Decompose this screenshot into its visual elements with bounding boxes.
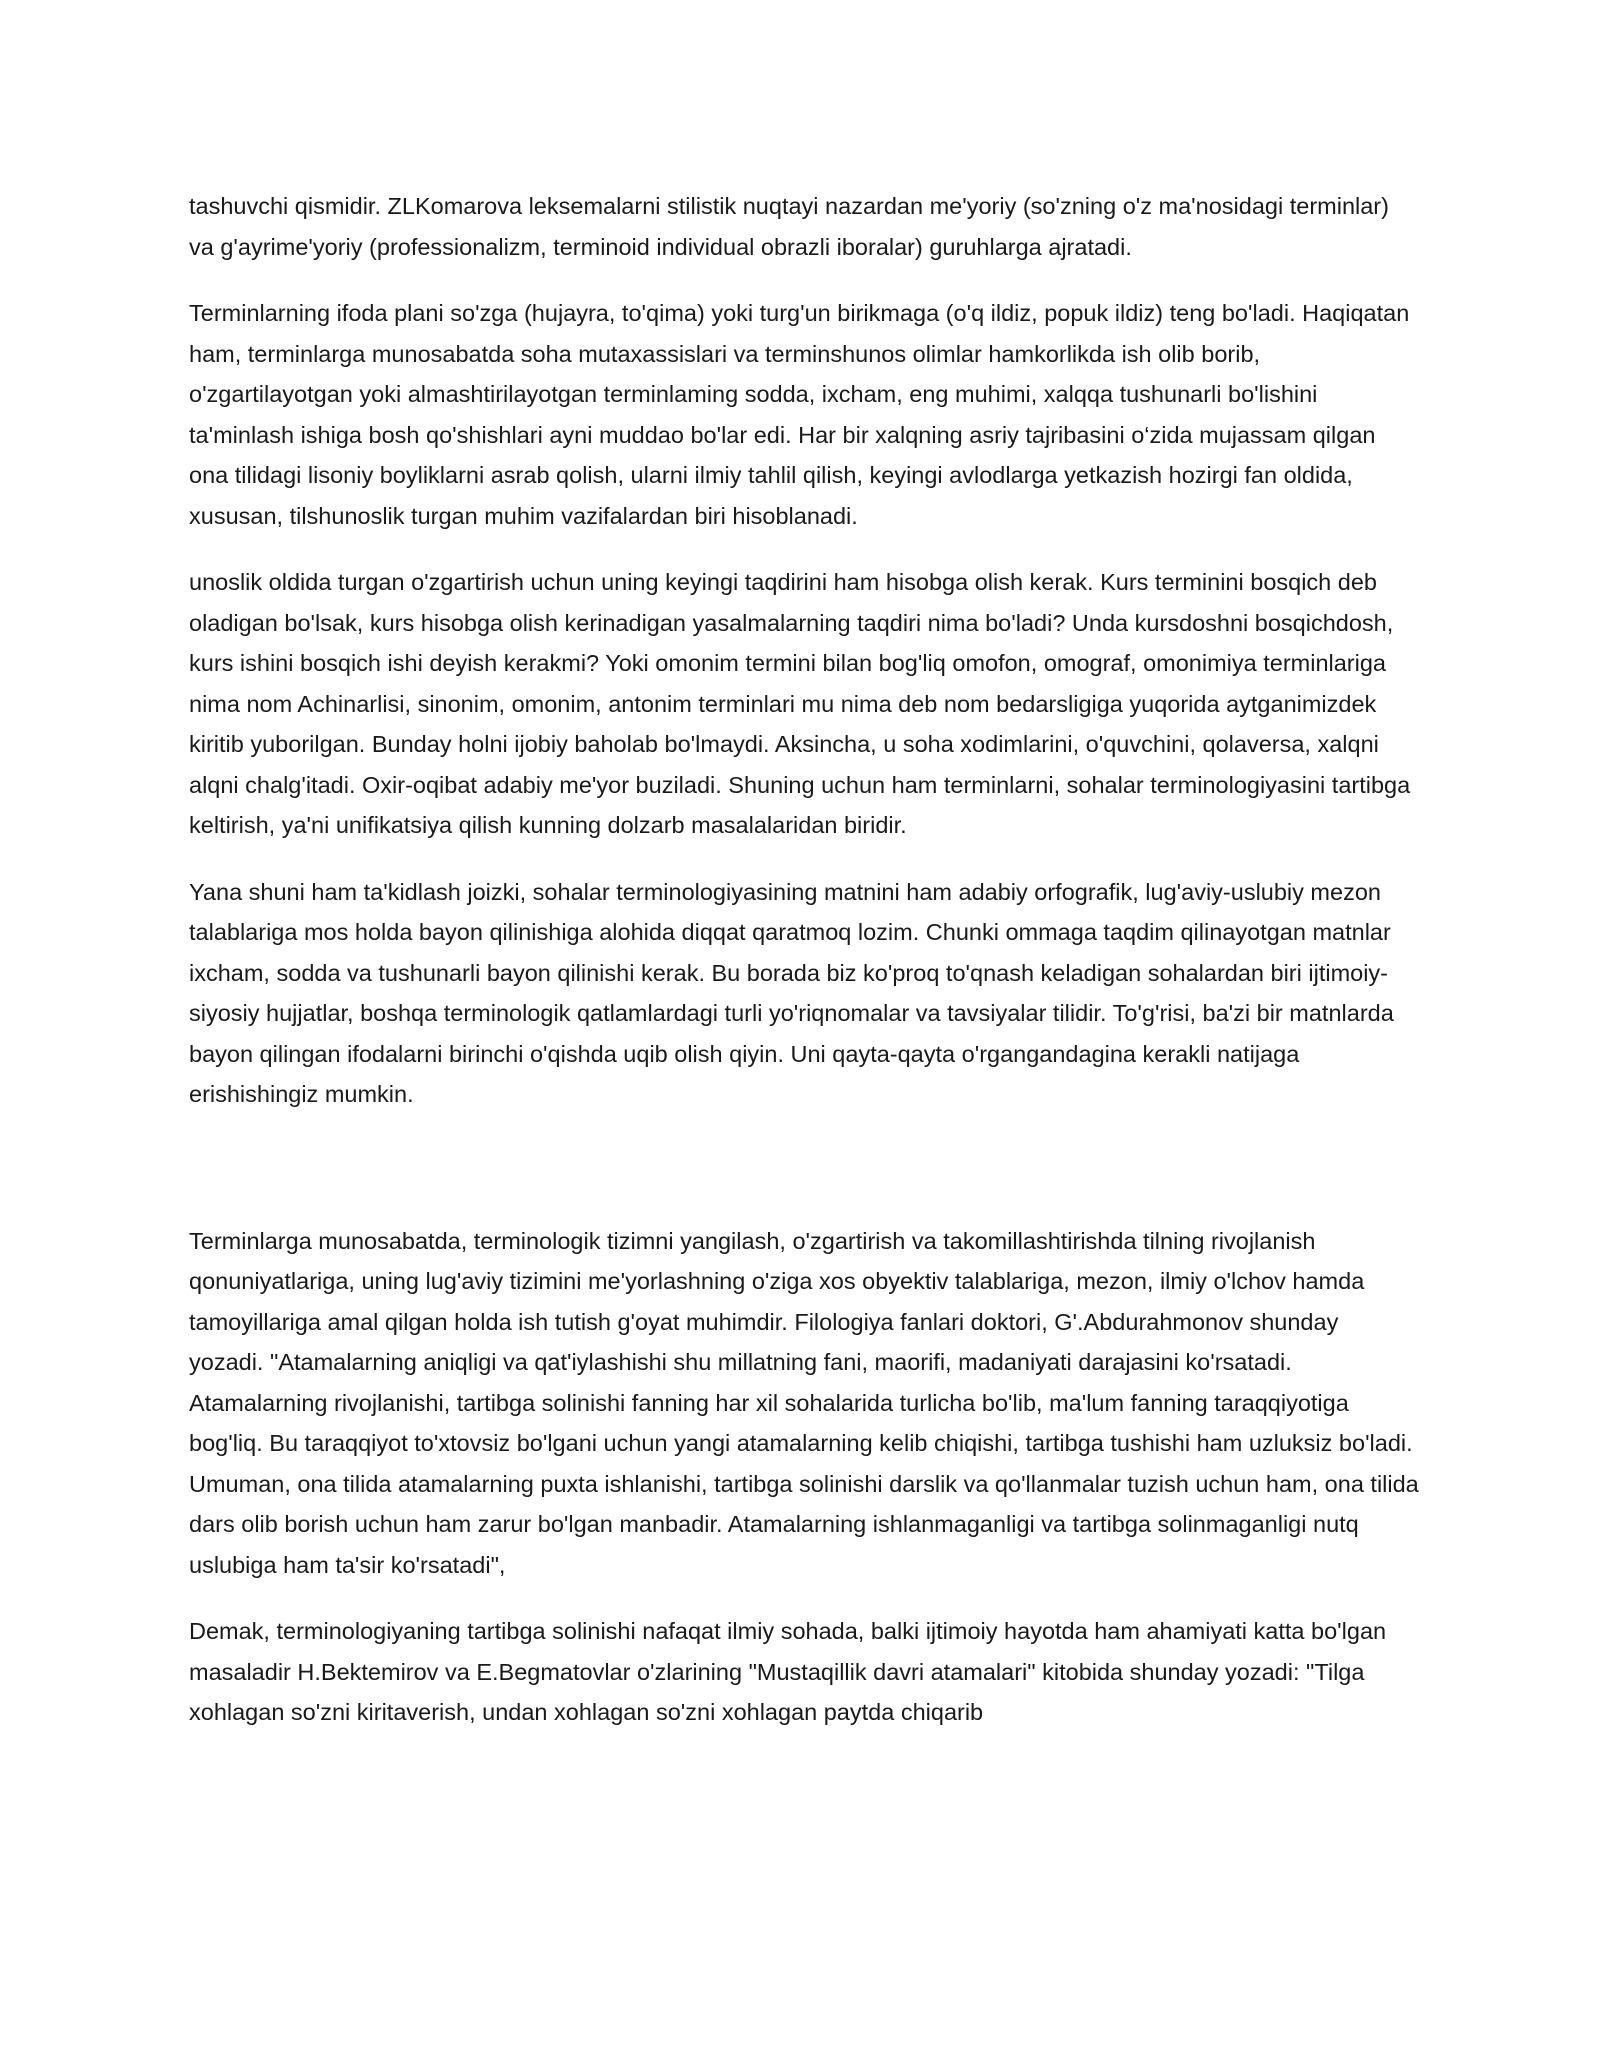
- paragraph-2: Terminlarning ifoda plani so'zga (hujayra, to'qima) yoki turg'un birikmaga (o'q ildiz, popuk ildiz) teng bo'ladi. Haqiqatan ham, terminlarga munosabatda soha mutaxassislari va terminshunos olimlar hamkorlikda ish olib borib, o'zgartilayotgan yoki almashtirilayotgan terminlaming sodda, ixcham, eng muhimi, xalqqa tushunarli bo'lishini ta'minlash ishiga bosh qo'shishlari ayni muddao bo'lar edi. Har bir xalqning asriy tajribasini o‘zida mujassam qilgan ona tilidagi lisoniy boyliklarni asrab qolish, ularni ilmiy tahlil qilish, keyingi avlodlarga yetkazish hozirgi fan oldida, xususan, tilshunoslik turgan muhim vazifalardan biri hisoblanadi.: [189, 300, 1410, 529]
- paragraph-4: Yana shuni ham ta'kidlash joizki, sohalar terminologiyasining matnini ham adabiy orfografik, lug'aviy-uslubiy mezon talablariga mos holda bayon qilinishiga alohida diqqat qaratmoq lozim. Chunki ommaga taqdim qilinayotgan matnlar ixcham, sodda va tushunarli bayon qilinishi kerak. Bu borada biz ko'proq to'qnash keladigan sohalardan biri ijtimoiy-siyosiy hujjatlar, boshqa terminologik qatlamlardagi turli yo'riqnomalar va tavsiyalar tilidir. To'g'risi, ba'zi bir matnlarda bayon qilingan ifodalarni birinchi o'qishda uqib olish qiyin. Uni qayta-qayta o'rgangandagina kerakli natijaga erishishingiz mumkin.: [189, 878, 1394, 1107]
- paragraph-1: tashuvchi qismidir. ZLKomarova leksemalarni stilistik nuqtayi nazardan me'yoriy (so'zning o'z ma'nosidagi terminlar) va g'ayrime'yoriy (professionalizm, terminoid individual obrazli iboralar) guruhlarga ajratadi.: [189, 193, 1389, 260]
- paragraph-5: Terminlarga munosabatda, terminologik tizimni yangilash, o'zgartirish va takomillashtirishda tilning rivojlanish qonuniyatlariga, uning lug'aviy tizimini me'yorlashning o'ziga xos obyektiv talablariga, mezon, ilmiy o'lchov hamda tamoyillariga amal qilgan holda ish tutish g'oyat muhimdir. Filologiya fanlari doktori, G'.Abdurahmonov shunday yozadi. "Atamalarning aniqligi va qat'iylashishi shu millatning fani, maorifi, madaniyati darajasini ko'rsatadi. Atamalarning rivojlanishi, tartibga solinishi fanning har xil sohalarida turlicha bo'lib, ma'lum fanning taraqqiyotiga bog'liq. Bu taraqqiyot to'xtovsiz bo'lgani uchun yangi atamalarning kelib chiqishi, tartibga tushishi ham uzluksiz bo'ladi. Umuman, ona tilida atamalarning puxta ishlanishi, tartibga solinishi darslik va qo'llanmalar tuzish uchun ham, ona tilida dars olib borish uchun ham zarur bo'lgan manbadir. Atamalarning ishlanmaganligi va tartibga solinmaganligi nutq uslubiga ham ta'sir ko'rsatadi",: [189, 1227, 1419, 1578]
- paragraph-6: Demak, terminologiyaning tartibga solinishi nafaqat ilmiy sohada, balki ijtimoiy hayotda ham ahamiyati katta bo'lgan masaladir H.Bektemirov va E.Begmatovlar o'zlarining "Mustaqillik davri atamalari" kitobida shunday yozadi: "Tilga xohlagan so'zni kiritaverish, undan xohlagan so'zni xohlagan paytda chiqarib: [189, 1618, 1387, 1725]
- document-body: [189, 186, 1419, 1759]
- paragraph-3: unoslik oldida turgan o'zgartirish uchun uning keyingi taqdirini ham hisobga olish kerak. Kurs terminini bosqich deb oladigan bo'lsak, kurs hisobga olish kerinadigan yasalmalarning taqdiri nima bo'ladi? Unda kursdoshni bosqichdosh, kurs ishini bosqich ishi deyish kerakmi? Yoki omonim termini bilan bog'liq omofon, omograf, omonimiya terminlariga nima nom Achinarlisi, sinonim, omonim, antonim terminlari mu nima deb nom bedarsligiga yuqorida aytganimizdek kiritib yuborilgan. Bunday holni ijobiy baholab bo'lmaydi. Aksincha, u soha xodimlarini, o'quvchini, qolaversa, xalqni alqni chalg'itadi. Oxir-oqibat adabiy me'yor buziladi. Shuning uchun ham terminlarni, sohalar terminologiyasini tartibga keltirish, ya'ni unifikatsiya qilish kunning dolzarb masalalaridan biridir.: [189, 569, 1411, 838]
